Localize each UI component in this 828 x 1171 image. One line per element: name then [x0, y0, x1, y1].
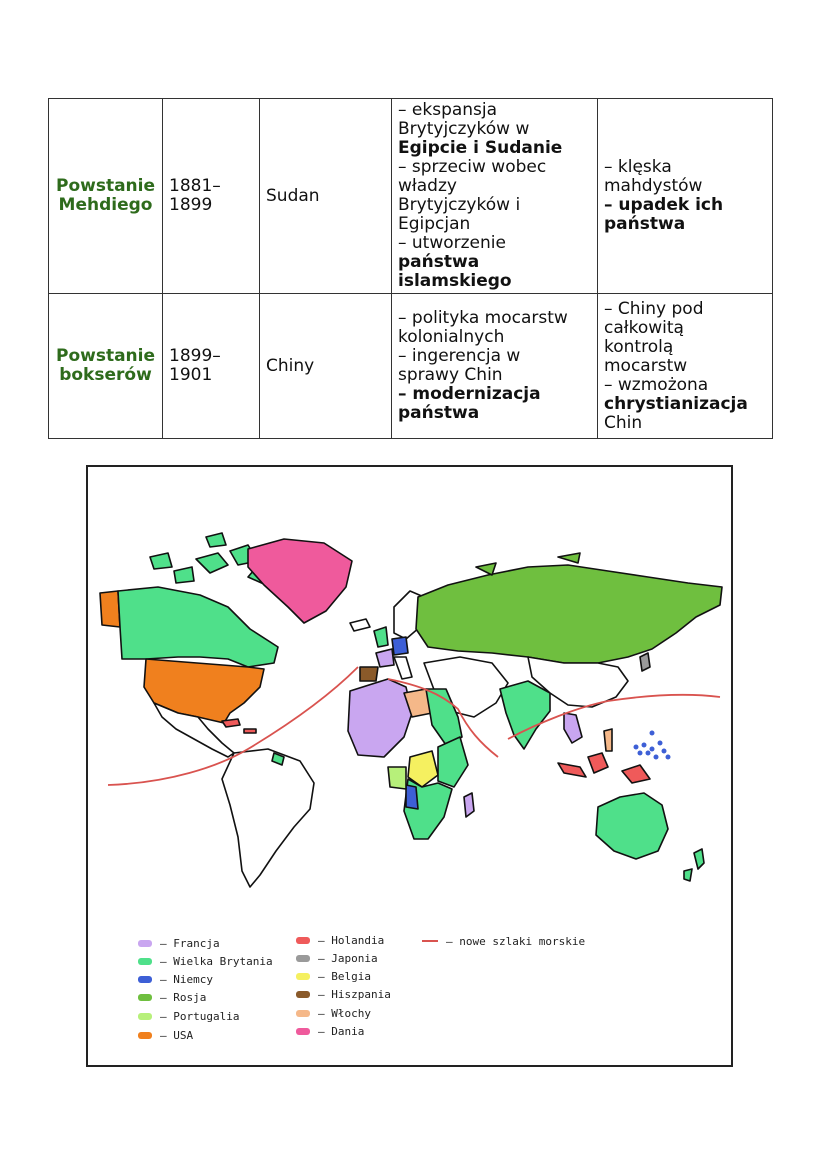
region-new-zealand — [684, 849, 704, 881]
uprising-years: 1899– 1901 — [163, 294, 260, 439]
uprisings-table — [48, 98, 773, 439]
uprising-effects: – Chiny pod całkowitą kontrolą mocarstw – wzmożona chrystianizacja Chin — [598, 294, 773, 439]
legend-label: – nowe szlaki morskie — [446, 935, 586, 948]
colonial-world-map — [88, 467, 731, 1065]
region-europe-west — [376, 649, 394, 667]
legend-swatch — [296, 973, 310, 980]
region-italy — [394, 657, 412, 679]
legend-label: – Belgia — [318, 970, 371, 983]
region-africa-north — [348, 679, 412, 757]
region-russia — [416, 565, 722, 663]
legend-swatch — [296, 1010, 310, 1017]
uprising-place: Chiny — [260, 294, 392, 439]
legend-swatch — [296, 1028, 310, 1035]
table-row — [49, 99, 773, 294]
legend-label: – Francja — [160, 937, 220, 950]
table-row — [49, 294, 773, 439]
legend-label: – Japonia — [318, 952, 378, 965]
region-germany — [392, 637, 408, 655]
uprising-name: Powstanie Mehdiego — [49, 99, 163, 294]
legend-label: – Portugalia — [160, 1010, 240, 1023]
region-japan — [640, 653, 650, 671]
region-indochina — [564, 713, 582, 743]
region-india — [500, 681, 550, 749]
region-madagascar — [464, 793, 474, 817]
legend-label: – Dania — [318, 1025, 365, 1038]
legend-label: – Hiszpania — [318, 988, 391, 1001]
region-south-america — [222, 749, 314, 887]
uprising-effects: – klęska mahdystów – upadek ich państwa — [598, 99, 773, 294]
legend-label: – USA — [160, 1029, 194, 1042]
uprising-causes: – polityka mocarstw kolonialnych – ingerencja w sprawy Chin – modernizacja państwa — [392, 294, 598, 439]
region-australia — [596, 793, 668, 859]
legend-swatch — [296, 955, 310, 962]
legend-swatch — [138, 994, 152, 1001]
legend-swatch — [296, 991, 310, 998]
legend-label: – Rosja — [160, 991, 207, 1004]
region-iberia — [360, 667, 378, 681]
region-british-isles — [374, 627, 388, 647]
legend-swatch — [138, 1013, 152, 1020]
legend-label: – Niemcy — [160, 973, 213, 986]
legend-label: – Holandia — [318, 934, 385, 947]
uprising-place: Sudan — [260, 99, 392, 294]
legend-swatch — [138, 976, 152, 983]
legend-label: – Wielka Brytania — [160, 955, 273, 968]
region-indonesia — [558, 753, 650, 783]
region-caribbean — [222, 719, 256, 733]
region-angola — [388, 767, 406, 789]
region-east-africa — [438, 737, 468, 787]
map-legend — [138, 934, 585, 1042]
region-pacific-islands — [634, 731, 671, 760]
region-greenland — [248, 539, 352, 623]
uprising-years: 1881– 1899 — [163, 99, 260, 294]
region-philippines — [604, 729, 612, 751]
region-alaska — [100, 591, 120, 627]
region-canada — [118, 587, 278, 667]
legend-swatch — [138, 958, 152, 965]
legend-swatch — [296, 937, 310, 944]
legend-swatch — [138, 1032, 152, 1039]
region-german-africa — [406, 785, 418, 809]
legend-label: – Włochy — [318, 1007, 371, 1020]
legend-swatch — [138, 940, 152, 947]
uprising-causes: – ekspansja Brytyjczyków w Egipcie i Sudanie – sprzeciw wobec władzy Brytyjczyków i Egipcjan – utworzenie państwa islamskiego — [392, 99, 598, 294]
uprising-name: Powstanie bokserów — [49, 294, 163, 439]
region-iceland — [350, 619, 370, 631]
